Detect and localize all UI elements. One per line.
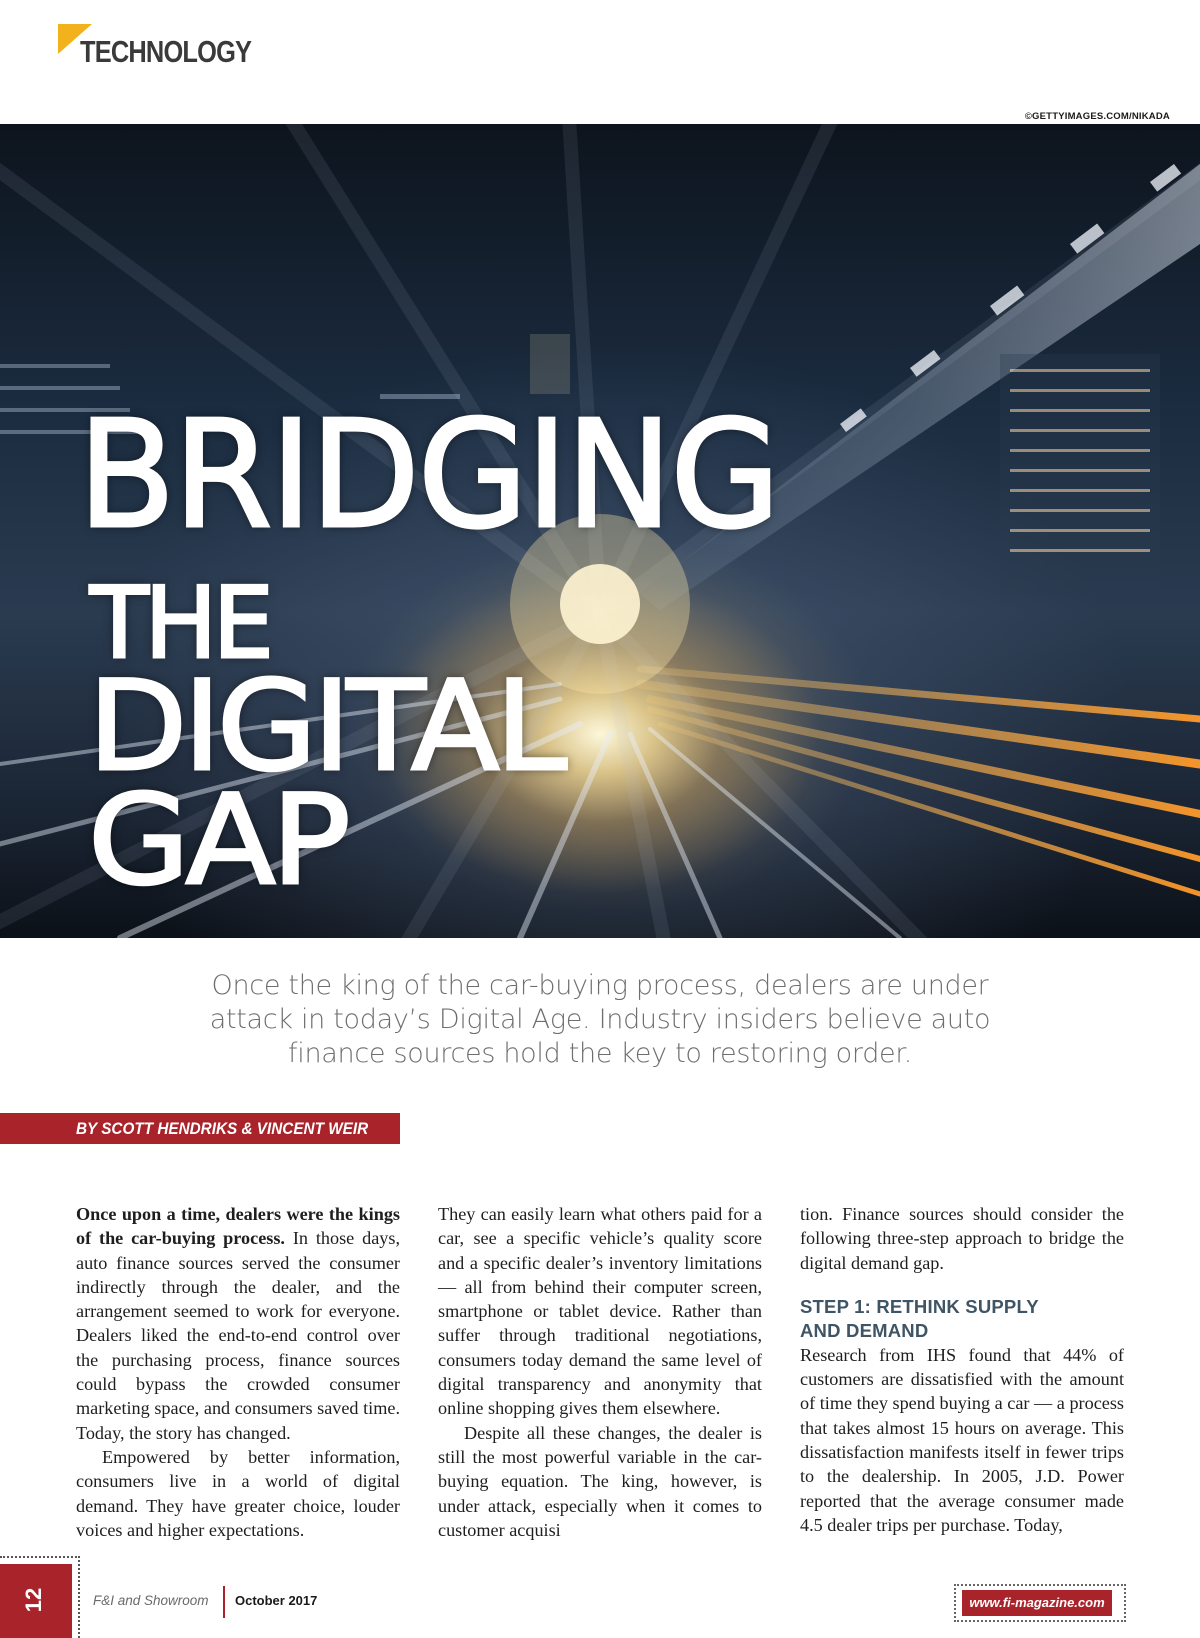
footer-divider: [223, 1586, 225, 1618]
article-paragraph: [76, 1202, 400, 1445]
byline-banner: [0, 1113, 400, 1144]
article-paragraph: Research from IHS found that 44% of customers are dissatisfied with the amount of time they spend buying a car — a process that takes almost 15 hours on average. This dissatisfaction manifests itself in fewer trips to the dealership. In 2005, J.D. Power reported that the average consumer made 4.5 dealer trips per purchase. Today,: [800, 1344, 1124, 1535]
issue-date: October 2017: [235, 1593, 318, 1608]
paragraph-text: In those days, auto finance sources served the consumer indirectly through the dealer, and the arrangement seemed to work for everyone. Dealers liked the end-to-end control over the purchasing process, finance sources could bypass the crowded consumer marketing space, and consumers saved time. Today, the story has changed.: [76, 1228, 400, 1443]
step-1-subhead: [800, 1295, 1124, 1343]
byline-text: BY SCOTT HENDRIKS & VINCENT WEIR: [76, 1119, 369, 1138]
deck-line: Once the king of the car-buying process, dealers are under: [211, 970, 989, 1001]
article-column-1: [76, 1202, 400, 1542]
page-number: 12: [21, 1587, 47, 1613]
title-line-digital: DIGITAL: [88, 655, 564, 799]
deck-line: finance sources hold the key to restoring order.: [288, 1038, 912, 1069]
article-column-3: [800, 1202, 1124, 1537]
article-paragraph: Despite all these changes, the dealer is still the most powerful variable in the car-buying equation. The king, however, is under attack, especially when it comes to customer acquisi: [438, 1422, 762, 1540]
deck-line: attack in today’s Digital Age. Industry insiders believe auto: [209, 1004, 991, 1035]
section-label: TECHNOLOGY: [80, 34, 252, 69]
photo-credit: ©GETTYIMAGES.COM/NIKADA: [1024, 111, 1170, 122]
article-paragraph: tion. Finance sources should consider the following three-step approach to bridge the digital demand gap.: [800, 1204, 1124, 1273]
hero-image: [0, 124, 1200, 938]
article-paragraph: Empowered by better information, consumers live in a world of digital demand. They have greater choice, louder voices and higher expectations.: [76, 1446, 400, 1540]
article-deck: [120, 969, 1080, 1071]
article-paragraph: They can easily learn what others paid for a car, see a specific vehicle’s quality score and a specific dealer’s inventory limitations — all from behind their computer screen, smartphone or tablet device. Rather than suffer through traditional negotiations, consumers today demand the same level of digital transparency and anonymity that online shopping gives them elsewhere.: [438, 1204, 762, 1419]
article-column-2: [438, 1202, 762, 1542]
subhead-line: AND DEMAND: [800, 1319, 929, 1341]
title-line-bridging: BRIDGING: [78, 389, 779, 561]
subhead-line: STEP 1: RETHINK SUPPLY: [800, 1295, 1039, 1317]
publication-name: F&I and Showroom: [93, 1593, 209, 1608]
title-line-the: THE: [90, 567, 270, 681]
website-link[interactable]: www.fi-magazine.com: [962, 1590, 1112, 1616]
lead-in: Once upon a time, dealers were the kings of the car-buying process.: [76, 1204, 400, 1249]
title-line-gap: GAP: [88, 769, 347, 913]
